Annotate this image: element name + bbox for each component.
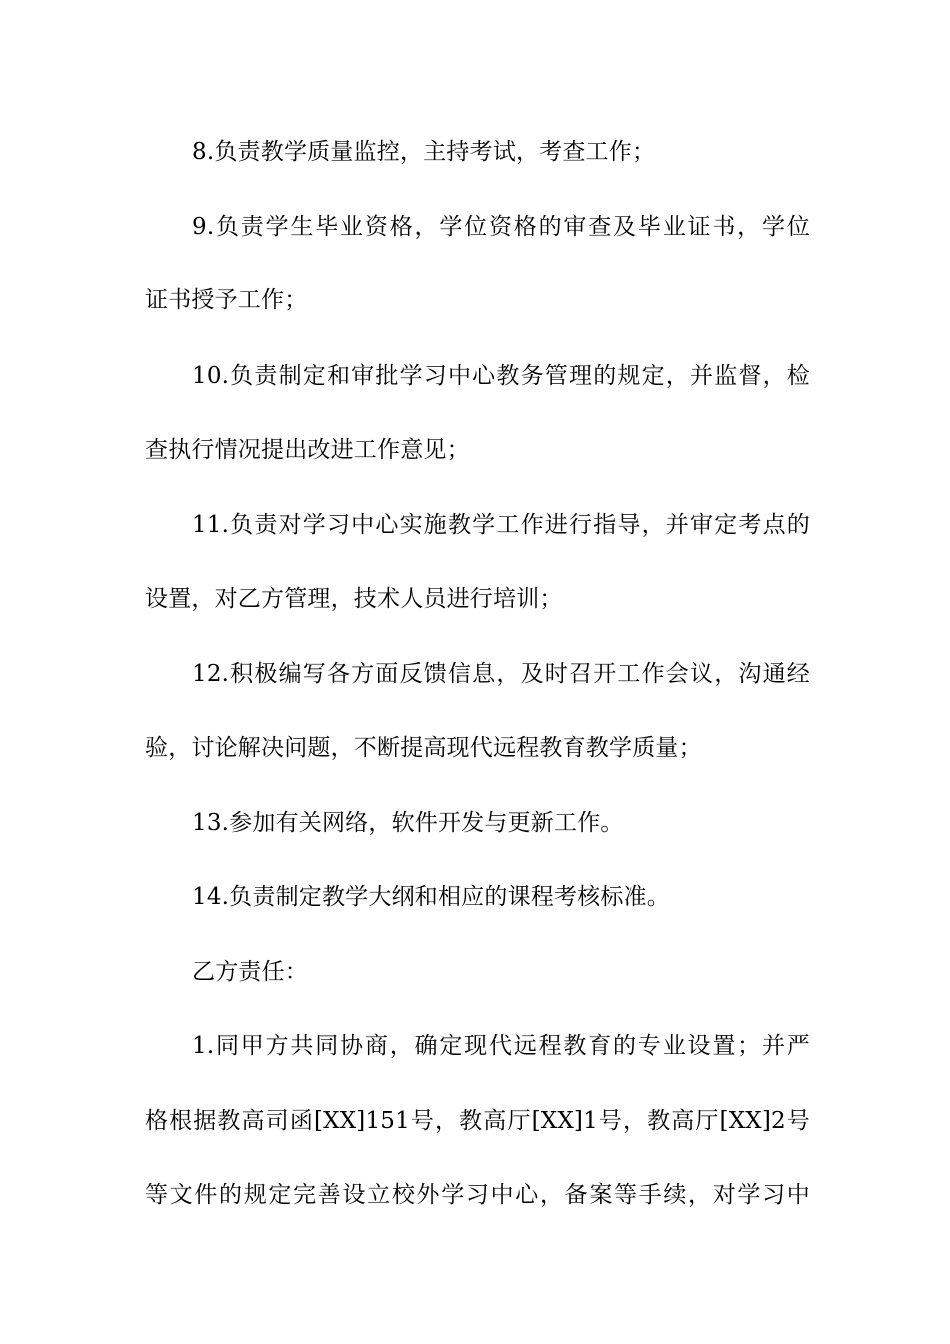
section-heading: 乙方责任： — [192, 959, 308, 985]
text-line: 等文件的规定完善设立校外学习中心，备案等手续，对学习中 — [145, 1182, 810, 1208]
text-line: 格根据教高司函[XX]151号，教高厅[XX]1号，教高厅[XX]2号 — [145, 1108, 810, 1134]
text-line: 8.负责教学质量监控，主持考试，考查工作； — [192, 139, 656, 165]
text-line: 验，讨论解决问题，不断提高现代远程教育教学质量； — [145, 735, 702, 761]
text-line: 设置，对乙方管理，技术人员进行培训； — [145, 586, 563, 612]
text-line: 证书授予工作； — [145, 287, 308, 313]
text-line: 14.负责制定教学大纲和相应的课程考核标准。 — [192, 884, 670, 910]
text-line: 10.负责制定和审批学习中心教务管理的规定，并监督，检 — [192, 363, 810, 389]
text-line: 9.负责学生毕业资格，学位资格的审查及毕业证书，学位 — [192, 214, 810, 240]
text-line: 13.参加有关网络，软件开发与更新工作。 — [192, 810, 624, 836]
text-line: 查执行情况提出改进工作意见； — [145, 437, 470, 463]
text-line: 1.同甲方共同协商，确定现代远程教育的专业设置；并严 — [192, 1033, 810, 1059]
text-line: 12.积极编写各方面反馈信息，及时召开工作会议，沟通经 — [192, 661, 810, 687]
text-line: 11.负责对学习中心实施教学工作进行指导，并审定考点的 — [192, 512, 810, 538]
